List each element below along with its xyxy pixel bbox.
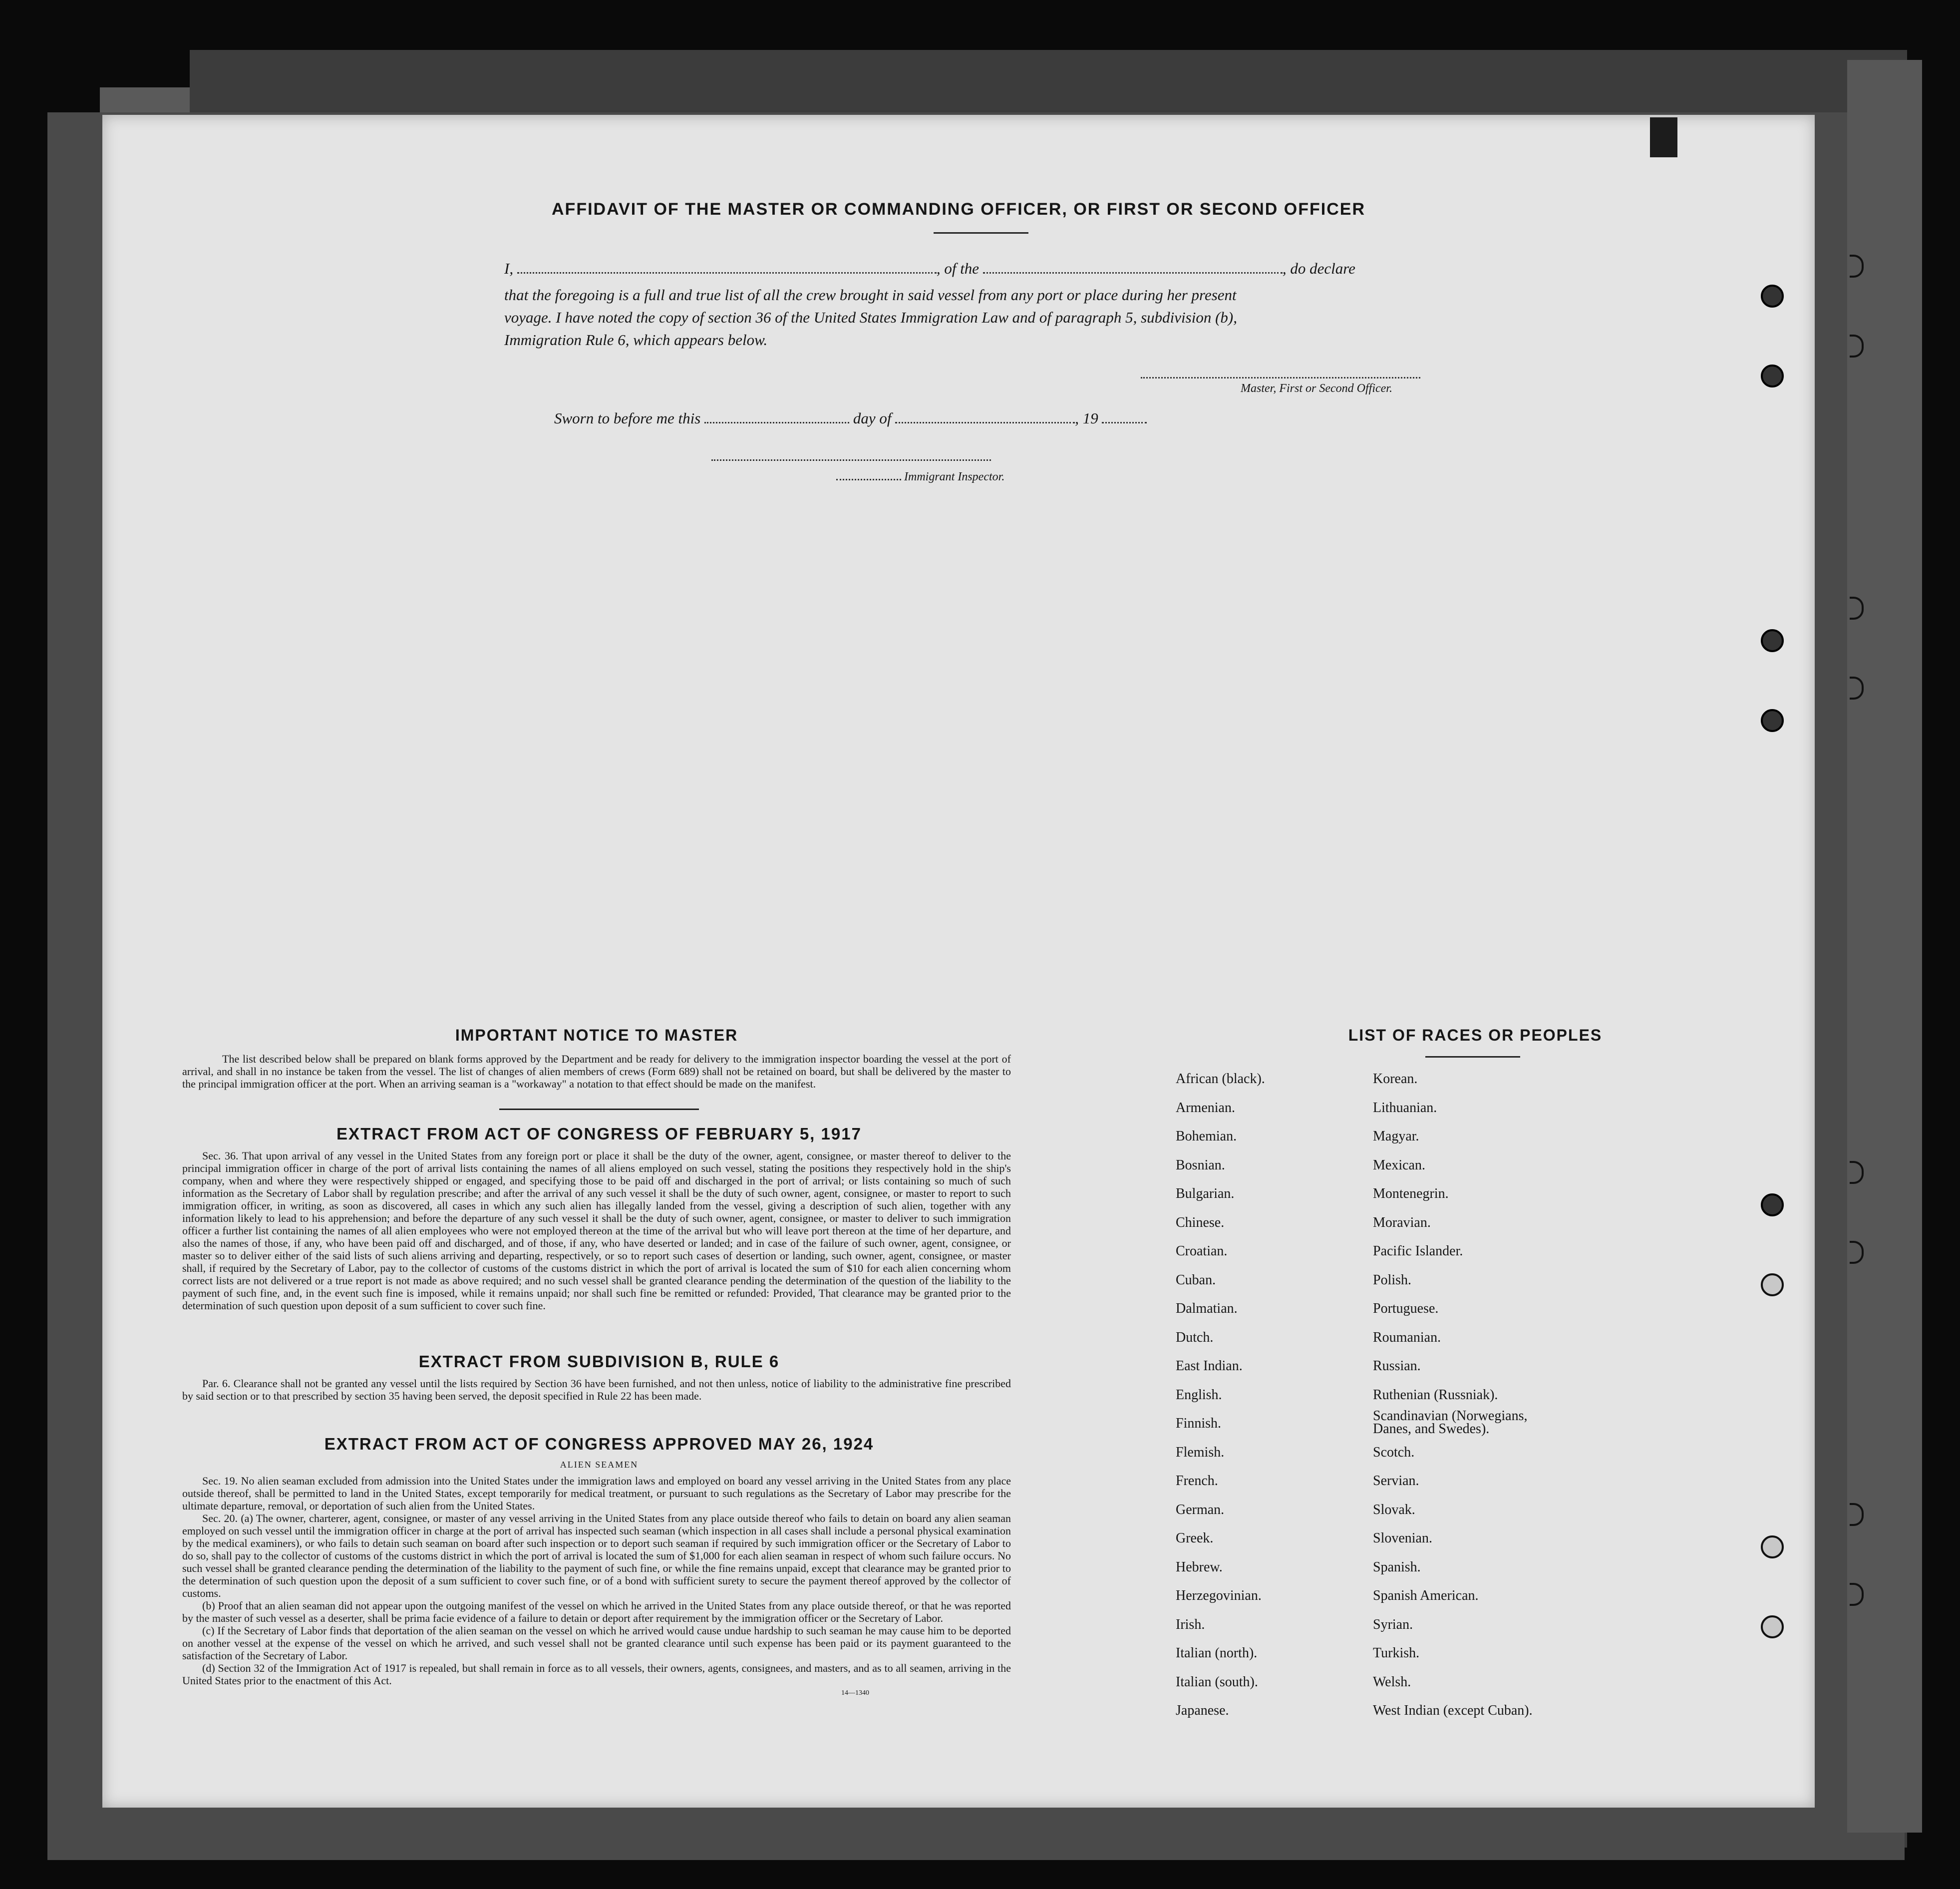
month-field[interactable] [895, 422, 1075, 423]
race-entry: Cuban. [1176, 1272, 1216, 1288]
punch-hole [1761, 1615, 1784, 1638]
inspector-signature-line[interactable] [711, 459, 991, 461]
inspector-signature-label: Immigrant Inspector. [836, 470, 1004, 484]
race-entry: Hebrew. [1176, 1559, 1223, 1575]
race-entry: Bosnian. [1176, 1157, 1225, 1173]
extract-1917-body: Sec. 36. That upon arrival of any vessel in the United States from any foreign port or place it shall be the duty of the owner, agent, consignee, or master thereof to deliver to the principal immigration officer in charge of the port of arrival lists containing the names of all aliens employed on such vessel, stating the positions they respectively hold in the ship's company, when and where they were respectively shipped or engaged, and specifying those to be paid off and discharged in the port of arrival; or lists containing so much of such information as the Secretary of Labor shall by regulation prescribe; and after the arrival of any such vessel it shall be the duty of such owner, agent, consignee, or master to report to such immigration officer, in writing, as soon as discovered, all cases in which any such alien has illegally landed from the vessel, giving a description of such alien, together with any information likely to lead to his apprehension; and before the departure of any such vessel it shall be the duty of such owner, agent, consignee, or master to deliver to such immigration officer a further list containing the names of all alien employees who were not employed thereon at the time of the arrival but who will leave port thereon at the time of her departure, and also the names of those, if any, who have been paid off and discharged, and of those, if any, who have deserted or landed; and in case of the failure of such owner, agent, consignee, or master so to deliver either of the said lists of such aliens arriving and departing, respectively, or so to report such cases of desertion or landing, such owner, agent, consignee, or master shall, if required by the Secretary of Labor, pay to the collector of customs of the customs district in which the port of arrival is located the sum of $10 for each alien concerning whom correct lists are not delivered or a true report is not made as above required; and no such vessel shall be granted clearance pending the determination of the question of the liability to the payment of such fine, and, in the event such fine is imposed, while it remains unpaid; nor shall such fine be remitted or refunded: Provided, That clearance may be granted prior to the determination of such question upon deposit of a sum sufficient to cover such fine. [182, 1149, 1011, 1312]
year-field[interactable] [1102, 422, 1147, 423]
paragraph: Sec. 19. No alien seaman excluded from admission into the United States under the immigration laws and employed on board any vessel arriving in the United States from any place outside thereof, shall be permitted to land in the United States, except temporarily for medical treatment, or pursuant to such regulations as the Secretary of Labor may prescribe for the ultimate departure, removal, or deportation of such alien from the United States. [182, 1475, 1011, 1512]
punch-hole [1761, 709, 1784, 732]
punch-hole [1761, 1535, 1784, 1558]
paragraph: Sec. 20. (a) The owner, charterer, agent, consignee, or master of any vessel arriving in the United States from any place outside thereof who fails to detain on board any alien seaman employed on such vessel until the immigration officer in charge at the port of arrival has inspected such seaman (which inspection in all cases shall include a personal physical examination by the medical examiners), or who fails to detain such seaman on board after such inspection or to deport such seaman if required by such immigration officer or the Secretary of Labor to do so, shall pay to the collector of customs of the customs district in which the port of arrival is located the sum of $1,000 for each alien seaman in respect of whom such failure occurs. No such vessel shall be granted clearance pending the determination of the liability to the payment of such fine, or while the fine remains unpaid, except that clearance may be granted prior to the determination of such question upon the deposit of a sum sufficient to cover such fine, or of a bond with sufficient surety to secure the payment thereof approved by the collector of customs. [182, 1512, 1011, 1599]
document-page [102, 115, 1815, 1808]
sworn-line: Sworn to before me this day of , 19 [554, 409, 1147, 427]
affidavit-line-4: Immigration Rule 6, which appears below. [504, 331, 768, 349]
race-entry: Finnish. [1176, 1416, 1222, 1431]
punch-hole [1761, 365, 1784, 387]
notice-title: IMPORTANT NOTICE TO MASTER [455, 1026, 738, 1044]
divider [499, 1109, 699, 1110]
race-entry: French. [1176, 1473, 1218, 1489]
race-entry: Korean. [1373, 1071, 1418, 1087]
race-entry: West Indian (except Cuban). [1373, 1703, 1533, 1718]
master-signature-line[interactable] [1141, 377, 1420, 378]
race-entry: Herzegovinian. [1176, 1588, 1262, 1603]
race-entry: Spanish American. [1373, 1588, 1479, 1603]
extract-1924-subtitle: ALIEN SEAMEN [560, 1460, 639, 1470]
race-entry: Slovak. [1373, 1502, 1415, 1517]
divider [934, 232, 1028, 234]
name-field[interactable] [517, 272, 937, 274]
race-entry: Dalmatian. [1176, 1301, 1238, 1316]
affidavit-line-1: I, , of the , do declare [504, 260, 1355, 277]
race-entry: Magyar. [1373, 1129, 1419, 1144]
race-entry: Moravian. [1373, 1214, 1431, 1230]
race-entry: African (black). [1176, 1071, 1265, 1087]
race-entry: Scotch. [1373, 1444, 1415, 1460]
race-entry: Syrian. [1373, 1616, 1413, 1632]
race-entry: Montenegrin. [1373, 1186, 1449, 1201]
binder-tab [1650, 117, 1677, 157]
divider [1425, 1056, 1520, 1058]
race-entry: Italian (south). [1176, 1674, 1258, 1690]
race-entry: Polish. [1373, 1272, 1412, 1288]
day-field[interactable] [704, 422, 849, 423]
races-title: LIST OF RACES OR PEOPLES [1348, 1026, 1603, 1044]
race-entry: Japanese. [1176, 1703, 1229, 1718]
race-entry: Italian (north). [1176, 1645, 1258, 1661]
rule-6-body: Par. 6. Clearance shall not be granted any vessel until the lists required by Section 36 have been furnished, and not then unless, notice of liability to the administrative fine prescribed by said section or to that prescribed by section 35 having been served, the deposit specified in Rule 22 has been made. [182, 1377, 1011, 1402]
affidavit-line-3: voyage. I have noted the copy of section 36 of the United States Immigration Law and of paragraph 5, subdivision (b), [504, 309, 1237, 326]
extract-1924-title: EXTRACT FROM ACT OF CONGRESS APPROVED MAY 26, 1924 [324, 1435, 874, 1453]
race-entry: Croatian. [1176, 1243, 1228, 1259]
race-entry: Servian. [1373, 1473, 1419, 1489]
paragraph: (c) If the Secretary of Labor finds that deportation of the alien seaman on the vessel on which he arrived would cause undue hardship to such seaman he may cause him to be deported on another vessel at the expense of the vessel on which he arrived, and such vessel shall not be granted clearance until such expense has been paid or its payment guaranteed to the satisfaction of the Secretary of Labor. [182, 1624, 1011, 1662]
paragraph: (b) Proof that an alien seaman did not appear upon the outgoing manifest of the vessel on which he arrived in the United States from any place outside thereof, or that he was reported by the master of such vessel as a deserter, shall be prima facie evidence of a failure to detain or deport after requirement by the immigration officer or the Secretary of Labor. [182, 1599, 1011, 1624]
affidavit-line-2: that the foregoing is a full and true list of all the crew brought in said vessel from any port or place during her present [504, 286, 1237, 304]
race-entry: Turkish. [1373, 1645, 1420, 1661]
extract-1924-body [182, 1475, 1011, 1687]
race-entry: Greek. [1176, 1530, 1214, 1546]
race-entry: Scandinavian (Norwegians, Danes, and Swedes). [1373, 1408, 1528, 1437]
race-entry: Mexican. [1373, 1157, 1425, 1173]
race-entry: Irish. [1176, 1616, 1205, 1632]
race-entry: Russian. [1373, 1358, 1421, 1374]
punch-hole [1761, 285, 1784, 308]
race-entry: Lithuanian. [1373, 1100, 1437, 1116]
affidavit-title: AFFIDAVIT OF THE MASTER OR COMMANDING OFFICER, OR FIRST OR SECOND OFFICER [552, 200, 1365, 219]
rule-6-title: EXTRACT FROM SUBDIVISION B, RULE 6 [418, 1352, 780, 1371]
race-entry: Pacific Islander. [1373, 1243, 1463, 1259]
race-entry: Roumanian. [1373, 1329, 1441, 1345]
vessel-field[interactable] [983, 272, 1283, 274]
race-entry: Armenian. [1176, 1100, 1235, 1116]
race-entry: Flemish. [1176, 1444, 1225, 1460]
punch-hole [1761, 629, 1784, 652]
form-number: 14—1340 [841, 1689, 869, 1697]
race-entry: Portuguese. [1373, 1301, 1439, 1316]
race-entry: Dutch. [1176, 1329, 1214, 1345]
punch-hole [1761, 1193, 1784, 1216]
race-entry: English. [1176, 1387, 1222, 1403]
punch-hole [1761, 1273, 1784, 1296]
race-entry: Bohemian. [1176, 1129, 1237, 1144]
paragraph: (d) Section 32 of the Immigration Act of 1917 is repealed, but shall remain in force as to all vessels, their owners, agents, consignees, and masters, and as to all seamen, arriving in the United States prior to the enactment of this Act. [182, 1662, 1011, 1687]
race-entry: Spanish. [1373, 1559, 1421, 1575]
extract-1917-title: EXTRACT FROM ACT OF CONGRESS OF FEBRUARY 5, 1917 [336, 1125, 862, 1143]
underlying-sheet-edge [1847, 60, 1922, 1833]
race-entry: German. [1176, 1502, 1225, 1517]
race-entry: Ruthenian (Russniak). [1373, 1387, 1498, 1403]
race-entry: Slovenian. [1373, 1530, 1432, 1546]
notice-body: The list described below shall be prepared on blank forms approved by the Department and be ready for delivery to the immigration inspector boarding the vessel at the port of arrival, and shall in no instance be taken from the vessel. The list of changes of alien members of crews (Form 689) shall not be retained on board, but shall be delivered by the master to the principal immigration officer at the port. When an arriving seaman is a "workaway" a notation to that effect should be made on the manifest. [182, 1053, 1011, 1090]
race-entry: East Indian. [1176, 1358, 1243, 1374]
race-entry: Welsh. [1373, 1674, 1411, 1690]
master-signature-label: Master, First or Second Officer. [1241, 382, 1392, 395]
race-entry: Bulgarian. [1176, 1186, 1235, 1201]
race-entry: Chinese. [1176, 1214, 1225, 1230]
